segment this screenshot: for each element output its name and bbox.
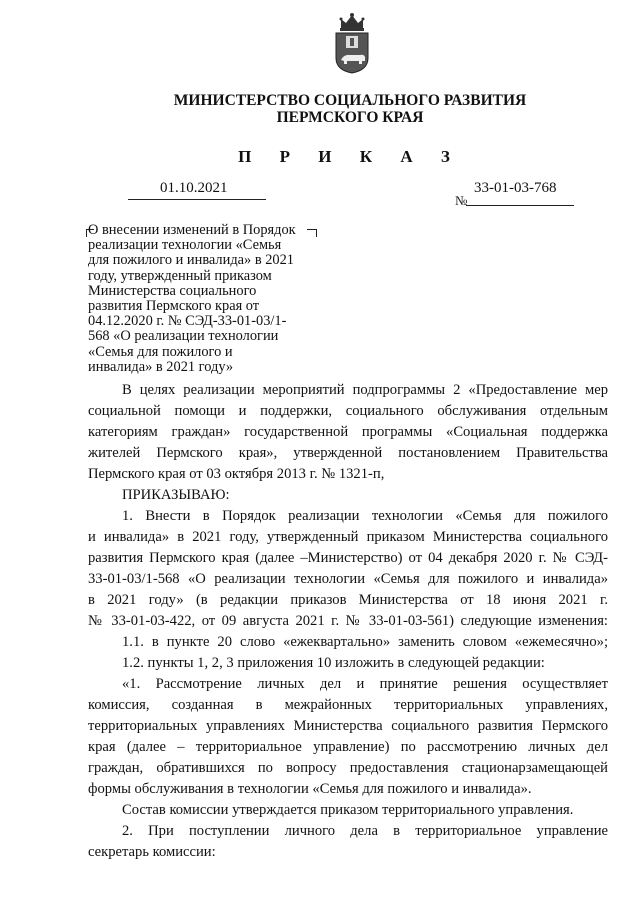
body-text-line: формы обслуживания в технологии «Семья для пожилого и инвалида». (88, 781, 532, 797)
body-text-line: Состав комиссии утверждается приказом территориального управления. (122, 802, 574, 818)
body-text-line: категориям граждан» государственной программы «Социальная поддержка (88, 424, 608, 440)
subject-line: инвалида» в 2021 году» (88, 358, 234, 375)
subject-line: 568 «О реализации технологии (88, 328, 279, 345)
subject-line: году, утвержденный приказом (88, 267, 272, 284)
subject-line: развития Пермского края от (88, 298, 260, 315)
body-text-line: края (далее – территориальное управление) по рассмотрению личных дел (88, 739, 608, 755)
body-text-line: территориальных управлениях Министерства социального развития Пермского (88, 718, 608, 734)
subject-line: 04.12.2020 г. № СЭД-33-01-03/1- (88, 313, 287, 330)
body-text-line: комиссия, созданная в межрайонных территориальных управлениях, (88, 697, 608, 713)
body-text-line: № 33-01-03-422, от 09 августа 2021 г. № 33-01-03-561) следующие изменения: (88, 613, 608, 629)
body-text-line: «1. Рассмотрение личных дел и принятие решения осуществляет (122, 676, 608, 692)
subject-line: О внесении изменений в Порядок (88, 222, 296, 238)
body-text-line: ПРИКАЗЫВАЮ: (122, 487, 230, 503)
body-text-line: Пермского края от 03 октября 2013 г. № 1321-п, (88, 466, 385, 482)
order-title: П Р И К А З (238, 147, 462, 166)
body-text-line: секретарь комиссии: (88, 844, 216, 860)
order-date: 01.10.2021 (160, 180, 228, 196)
ministry-name-line-2: ПЕРМСКОГО КРАЯ (276, 109, 424, 126)
subject-line: для пожилого и инвалида» в 2021 (88, 252, 294, 269)
body-text-line: В целях реализации мероприятий подпрограммы 2 «Предоставление мер (122, 382, 608, 398)
body-text-line: 33-01-03/1-568 «О реализации технологии «Семья для пожилого и инвалида» (88, 571, 608, 587)
order-number: 33-01-03-768 (474, 180, 557, 196)
order-subject (88, 223, 328, 375)
subject-line: реализации технологии «Семья (88, 237, 282, 254)
body-text-line: 2. При поступлении личного дела в территориальное управление (122, 823, 608, 839)
body-text-line: социальной помощи и поддержки, социального обслуживания отдельным (88, 403, 608, 419)
coat-of-arms-icon (332, 12, 372, 74)
subject-line: «Семья для пожилого и (88, 343, 233, 360)
body-text-line: развития Пермского края (далее –Министерство) от 04 декабря 2020 г. № СЭД- (88, 550, 608, 566)
body-text-line: 1. Внести в Порядок реализации технологии «Семья для пожилого (122, 508, 608, 524)
body-text-line: 1.2. пункты 1, 2, 3 приложения 10 изложить в следующей редакции: (122, 655, 545, 671)
body-text-line: жителей Пермского края», утвержденной постановлением Правительства (88, 445, 608, 461)
body-text-line: 1.1. в пункте 20 слово «ежеквартально» заменить словом «ежемесячно»; (122, 634, 608, 650)
body-text-line: в 2021 году» (в редакции приказов Министерства от 18 июня 2021 г. (88, 592, 608, 608)
number-sign: № (455, 193, 468, 208)
body-text-line: граждан, обратившихся по вопросу предоставления стационарзамещающей (88, 760, 608, 776)
date-underline (128, 199, 266, 200)
number-underline (466, 205, 574, 206)
ministry-name-line-1: МИНИСТЕРСТВО СОЦИАЛЬНОГО РАЗВИТИЯ (173, 92, 527, 109)
body-text-line: и инвалида» в 2021 году, утвержденный приказом Министерства социального (88, 529, 608, 545)
subject-line: Министерства социального (88, 282, 257, 299)
